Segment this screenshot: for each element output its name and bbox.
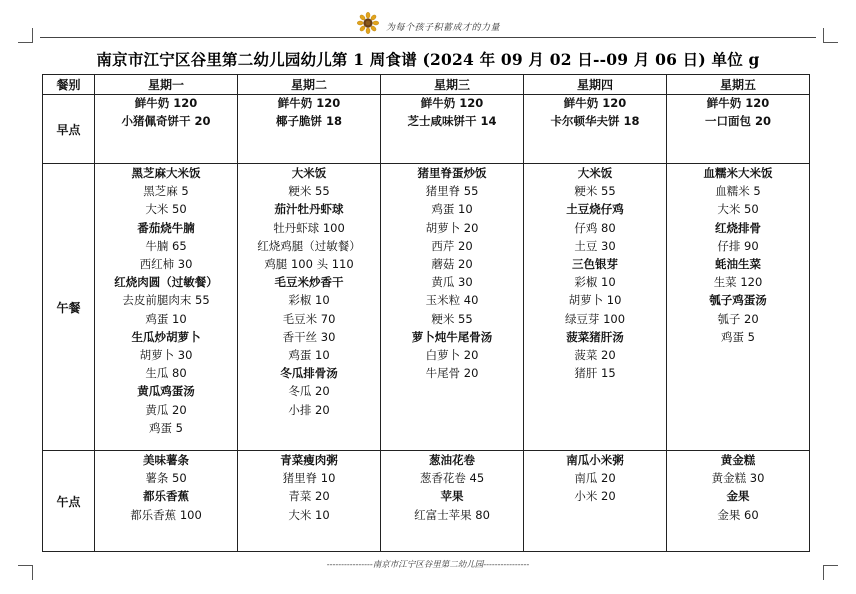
ingredient-line: 彩椒 10 [288,293,330,308]
header-day-friday: 星期五 [667,75,810,95]
menu-cell [95,95,238,164]
meal-label-lunch: 午餐 [43,164,95,451]
header-divider [40,37,816,38]
menu-cell [524,451,667,552]
dish-name: 瓠子鸡蛋汤 [709,293,767,308]
dish-name: 鲜牛奶 120 [420,96,484,110]
ingredient-line: 鸡蛋 5 [149,420,183,435]
ingredient-line: 大米 50 [145,202,187,217]
ingredient-line: 鸡蛋 10 [431,202,473,217]
ingredient-line: 黄金糕 30 [711,471,765,486]
dish-name: 都乐香蕉 [143,489,189,504]
ingredient-line: 血糯米 5 [715,184,761,199]
dish-name: 红烧肉圆（过敏餐） [114,275,218,290]
dish-name: 金果 [726,489,750,504]
dish-name: 大米饭 [577,166,613,180]
ingredient-line: 薯条 50 [145,471,187,486]
dish-name: 南瓜小米粥 [566,453,624,467]
ingredient-line: 生瓜 80 [145,366,187,381]
menu-cell [238,451,381,552]
ingredient-line: 小排 20 [288,402,330,417]
dish-name: 黄瓜鸡蛋汤 [137,384,195,399]
dish-name: 芝士咸味饼干 14 [407,113,497,128]
crop-mark-top-left [18,28,33,43]
dish-name: 青菜瘦肉粥 [280,453,338,467]
ingredient-line: 都乐香蕉 100 [130,507,202,522]
crop-mark-top-right [823,28,838,43]
ingredient-line: 牛尾骨 20 [425,366,479,381]
ingredient-line: 大米 50 [717,202,759,217]
header-corner: 餐别 [43,75,95,95]
ingredient-line: 鸡腿 100 头 110 [264,257,354,272]
ingredient-line: 彩椒 10 [574,275,616,290]
sunflower-icon [357,12,379,34]
header-day-monday: 星期一 [95,75,238,95]
ingredient-line: 白萝卜 20 [425,348,479,363]
menu-cell [95,164,238,451]
header-day-thursday: 星期四 [524,75,667,95]
menu-cell [667,164,810,451]
dish-name: 鲜牛奶 120 [706,96,770,110]
dish-name: 三色银芽 [572,257,618,272]
ingredient-line: 玉米粒 40 [425,293,479,308]
dish-name: 茄汁牡丹虾球 [274,202,344,217]
dish-name: 萝卜炖牛尾骨汤 [411,329,493,344]
dish-name: 椰子脆饼 18 [275,113,342,128]
dish-name: 鲜牛奶 120 [134,96,198,110]
dish-name: 葱油花卷 [429,453,475,467]
menu-cell [667,451,810,552]
ingredient-line: 仔鸡 80 [574,220,616,235]
ingredient-line: 西红柿 30 [139,257,193,272]
menu-cell [381,451,524,552]
ingredient-line: 生菜 120 [713,275,763,290]
dish-name: 鲜牛奶 120 [277,96,341,110]
ingredient-line: 粳米 55 [288,184,330,199]
ingredient-line: 鸡蛋 10 [145,311,187,326]
ingredient-line: 胡萝卜 20 [425,220,479,235]
meal-row-lunch [43,164,810,451]
meal-row-afternoon-snack [43,451,810,552]
ingredient-line: 绿豆芽 100 [564,311,626,326]
ingredient-line: 鸡蛋 10 [288,348,330,363]
ingredient-line: 黑芝麻 5 [143,184,189,199]
header-day-wednesday: 星期三 [381,75,524,95]
footer-text: ----------------南京市江宁区谷里第二幼儿园---------------- [326,560,530,570]
menu-cell [524,164,667,451]
ingredient-line: 毛豆米 70 [282,311,336,326]
dish-name: 土豆烧仔鸡 [566,202,624,217]
dish-name: 黑芝麻大米饭 [131,166,201,180]
ingredient-line: 牡丹虾球 100 [273,220,345,235]
page-title: 南京市江宁区谷里第二幼儿园幼儿第 1 周食谱 (2024 年 09 月 02 日--09 月 06 日) 单位 g [96,50,760,69]
meal-label-breakfast: 早点 [43,95,95,164]
dish-name: 卡尔顿华夫饼 18 [550,113,640,128]
ingredient-line: 胡萝卜 30 [139,348,193,363]
dish-name: 毛豆米炒香干 [274,275,344,290]
dish-name: 红烧排骨 [715,220,761,235]
ingredient-line: 红烧鸡腿（过敏餐） [257,238,361,253]
ingredient-line: 小米 20 [574,489,616,504]
dish-name: 鲜牛奶 120 [563,96,627,110]
meal-label-afternoon-snack: 午点 [43,451,95,552]
ingredient-line: 西芹 20 [431,238,473,253]
ingredient-line: 红富士苹果 80 [414,507,490,522]
ingredient-line: 土豆 30 [574,238,616,253]
menu-cell [238,164,381,451]
ingredient-line: 胡萝卜 10 [568,293,622,308]
ingredient-line: 牛腩 65 [145,238,187,253]
dish-name: 美味薯条 [143,453,189,467]
ingredient-line: 大米 10 [288,507,330,522]
ingredient-line: 香干丝 30 [282,329,336,344]
ingredient-line: 猪里脊 10 [282,471,336,486]
dish-name: 猪里脊蛋炒饭 [417,166,487,180]
dish-name: 生瓜炒胡萝卜 [131,329,201,344]
ingredient-line: 菠菜 20 [574,348,616,363]
dish-name: 蚝油生菜 [715,257,761,272]
ingredient-line: 猪肝 15 [574,366,616,381]
ingredient-line: 南瓜 20 [574,471,616,486]
dish-name: 血糯米大米饭 [703,166,773,180]
menu-cell [381,95,524,164]
ingredient-line: 青菜 20 [288,489,330,504]
header-day-tuesday: 星期二 [238,75,381,95]
dish-name: 小猪佩奇饼干 20 [121,113,211,128]
ingredient-line: 冬瓜 20 [288,384,330,399]
ingredient-line: 蘑菇 20 [431,257,473,272]
weekly-menu-table [42,74,810,552]
ingredient-line: 黄瓜 20 [145,402,187,417]
dish-name: 黄金糕 [720,453,756,467]
dish-name: 菠菜猪肝汤 [566,329,624,344]
menu-cell [667,95,810,164]
menu-cell [381,164,524,451]
ingredient-line: 葱香花卷 45 [419,471,485,486]
ingredient-line: 粳米 55 [431,311,473,326]
ingredient-line: 粳米 55 [574,184,616,199]
meal-row-breakfast [43,95,810,164]
ingredient-line: 猪里脊 55 [425,184,479,199]
ingredient-line: 去皮前腿肉末 55 [122,293,210,308]
menu-cell [524,95,667,164]
menu-cell [238,95,381,164]
ingredient-line: 黄瓜 30 [431,275,473,290]
menu-cell [95,451,238,552]
ingredient-line: 金果 60 [717,507,759,522]
dish-name: 一口面包 20 [704,113,771,128]
dish-name: 番茄烧牛腩 [137,220,195,235]
dish-name: 大米饭 [291,166,327,180]
table-header-row [43,75,810,95]
slogan: 为每个孩子积蓄成才的力量 [386,23,501,33]
ingredient-line: 瓠子 20 [717,311,759,326]
dish-name: 苹果 [440,489,464,504]
dish-name: 冬瓜排骨汤 [280,366,338,381]
ingredient-line: 鸡蛋 5 [721,329,755,344]
ingredient-line: 仔排 90 [717,238,759,253]
